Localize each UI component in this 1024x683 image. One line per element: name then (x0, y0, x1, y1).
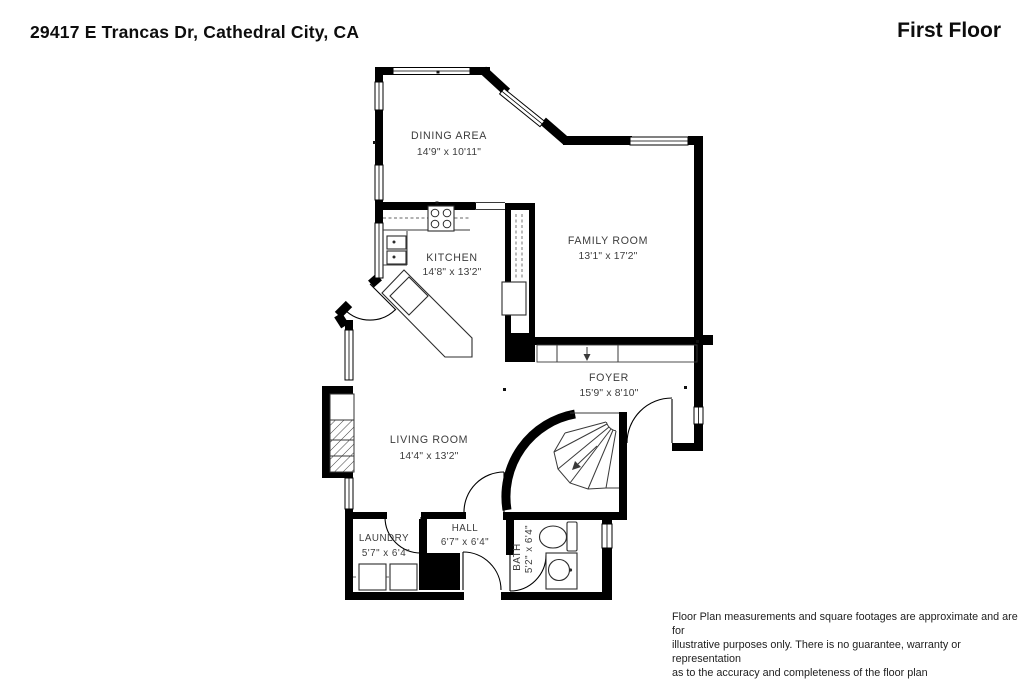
window (375, 82, 383, 110)
dining-label: DINING AREA (411, 130, 487, 142)
window (375, 165, 383, 200)
pantry-chase (502, 203, 535, 362)
window (375, 223, 383, 278)
window (345, 478, 353, 509)
family-room-steps (537, 345, 697, 362)
hall-dims: 6'7" x 6'4" (440, 537, 490, 548)
step-down-arrow (584, 347, 591, 361)
hall-label: HALL (451, 523, 479, 534)
kitchen-island (382, 270, 472, 357)
range (428, 206, 454, 231)
fireplace (322, 386, 354, 478)
family-dims: 13'1" x 17'2" (578, 251, 638, 262)
disclaimer-line: Floor Plan measurements and square footages are approximate and are for (672, 611, 1018, 637)
living-dims: 14'4" x 13'2" (399, 451, 459, 462)
window (630, 137, 688, 145)
window (345, 330, 353, 380)
hall-door (464, 472, 504, 512)
dining-dims: 14'9" x 10'11" (416, 147, 482, 158)
refrigerator (502, 282, 526, 315)
hall-exterior-door (463, 552, 501, 590)
kitchen-fixtures (382, 206, 472, 357)
curved-stair-wall (506, 414, 575, 510)
disclaimer-line: as to the accuracy and completeness of the floor plan (672, 667, 928, 679)
kitchen-label: KITCHEN (426, 252, 478, 264)
foyer-dims: 15'9" x 8'10" (579, 388, 639, 399)
address-title: 29417 E Trancas Dr, Cathedral City, CA (30, 22, 360, 42)
laundry-fixtures (353, 564, 419, 590)
utility-chase (419, 553, 460, 590)
bath-fixtures (540, 522, 578, 589)
floor-title: First Floor (897, 19, 1001, 42)
window (393, 68, 470, 75)
laundry-dims: 5'7" x 6'4" (361, 548, 411, 559)
living-label: LIVING ROOM (389, 434, 469, 446)
toilet (540, 522, 578, 551)
kitchen-sink (387, 236, 406, 264)
window (602, 524, 612, 548)
dryer (390, 564, 417, 590)
bath-vanity (546, 553, 577, 589)
bath-label: BATH (512, 543, 523, 571)
washer (359, 564, 386, 590)
stairs-down-arrow (572, 446, 597, 470)
disclaimer-line: illustrative purposes only. There is no guarantee, warranty or representation (672, 639, 961, 665)
bath-dims: 5'2" x 6'4" (524, 524, 535, 574)
front-door (627, 398, 672, 443)
disclaimer (672, 610, 1024, 680)
kitchen-dims: 14'8" x 13'2" (422, 267, 482, 278)
window (694, 407, 703, 424)
family-label: FAMILY ROOM (567, 235, 649, 247)
foyer-label: FOYER (589, 372, 629, 384)
laundry-label: LAUNDRY (358, 533, 410, 544)
window (500, 89, 545, 127)
curved-staircase (506, 413, 619, 510)
